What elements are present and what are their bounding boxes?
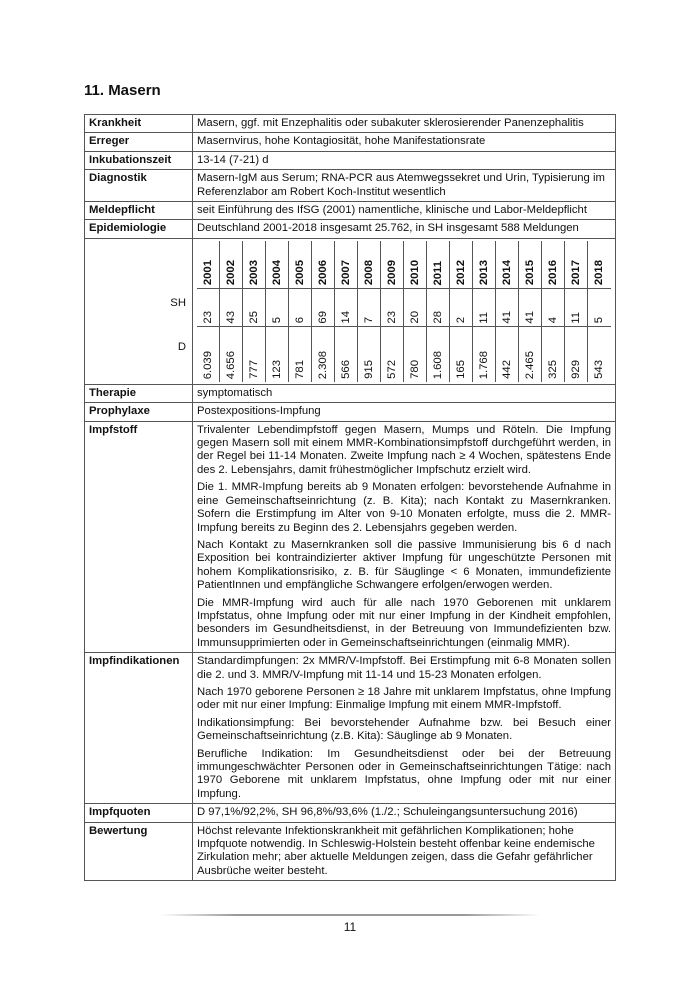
d-value-cell-text: 442 [500,359,513,379]
value-meldepflicht: seit Einführung des IfSG (2001) namentliche, klinische und Labor-Meldepflicht [193,202,616,220]
sh-value-cell-text: 41 [500,310,513,324]
d-value-cell-text: 2.308 [316,350,329,379]
d-value-cell-text: 4.656 [224,350,237,379]
year-cell-text: 2016 [546,260,559,286]
d-value-cell-text: 777 [247,359,260,379]
sh-value-cell [197,289,220,327]
sh-value-cell-text: 6 [293,317,306,324]
year-cell [312,241,335,289]
year-header-row [197,241,611,289]
sh-value-cell-text: 69 [316,310,329,324]
d-value-cell-text: 572 [385,359,398,379]
year-cell [588,241,611,289]
label-epidemiologie: Epidemiologie [85,220,193,238]
sh-value-cell [312,289,335,327]
value-inkubation: 13-14 (7-21) d [193,151,616,169]
measles-info-table [84,114,616,881]
d-value-cell [289,327,312,382]
year-cell [266,241,289,289]
row-impfquoten [85,804,616,822]
sh-value-cell-text: 20 [408,310,421,324]
epi-row-labels [85,238,193,384]
footer-divider [160,914,540,916]
value-impfindikationen [193,653,616,804]
d-value-cell-text: 780 [408,359,421,379]
year-cell-text: 2003 [247,260,260,286]
d-value-cell-text: 325 [546,359,559,379]
d-value-cell-text: 915 [362,359,375,379]
sh-value-cell [220,289,243,327]
impfindikation-paragraph: Nach 1970 geborene Personen ≥ 18 Jahre mit unklarem Impfstatus, ohne Impfung oder mit nur einer Impfung: Einmalige Impfung mit einem MMR-Impfstoff. [197,685,611,712]
year-cell [427,241,450,289]
row-impfstoff [85,421,616,653]
year-cell-text: 2001 [201,260,214,286]
d-value-cell [519,327,542,382]
d-value-cell [243,327,266,382]
year-cell [220,241,243,289]
row-diagnostik [85,170,616,202]
d-value-cell [358,327,381,382]
impfstoff-paragraph: Trivalenter Lebendimpfstoff gegen Masern, Mumps und Röteln. Die Impfung gegen Masern soll mit einem MMR-Kombinationsimpfstoff durchgeführt werden, in der Regel bei 11-14 Monaten. Zweite Impfung nach ≥ 4 Wochen, spätestens Ende des 2. Lebensjahrs, damit frühestmöglicher Impfschutz erzielt wird. [197,423,611,476]
value-bewertung: Höchst relevante Infektionskrankheit mit gefährlichen Komplikationen; hohe Impfquote notwendig. In Schleswig-Holstein besteht offenbar keine endemische Zirkulation mehr; aber aktuelle Meldungen zeigen, dass die Gefahr gefährlicher Ausbrüche weiter besteht. [193,822,616,881]
d-value-cell [542,327,565,382]
value-impfquoten: D 97,1%/92,2%, SH 96,8%/93,6% (1./2.; Schuleingangsuntersuchung 2016) [193,804,616,822]
year-cell-text: 2018 [593,260,606,286]
year-cell [565,241,588,289]
label-diagnostik: Diagnostik [85,170,193,202]
sh-value-cell [427,289,450,327]
d-value-cell-text: 566 [339,359,352,379]
d-value-cell [496,327,519,382]
sh-value-cell-text: 11 [477,311,490,324]
row-therapie [85,384,616,402]
label-meldepflicht: Meldepflicht [85,202,193,220]
year-cell [335,241,358,289]
year-cell-text: 2010 [408,260,421,286]
year-cell [496,241,519,289]
d-value-cell [404,327,427,382]
label-prophylaxe: Prophylaxe [85,403,193,421]
year-cell-text: 2013 [477,260,490,286]
year-cell [289,241,312,289]
sh-value-cell [289,289,312,327]
year-cell [404,241,427,289]
value-krankheit: Masern, ggf. mit Enzephalitis oder subakuter sklerosierender Panenzephalitis [193,115,616,133]
d-value-cell-text: 123 [270,359,283,379]
value-diagnostik: Masern-IgM aus Serum; RNA-PCR aus Atemwegssekret und Urin, Typisierung im Referenzlabor am Robert Koch-Institut wesentlich [193,170,616,202]
year-cell-text: 2012 [454,260,467,286]
year-cell-text: 2014 [500,260,513,286]
section-heading: 11. Masern [84,82,161,99]
d-value-cell-text: 781 [293,359,306,379]
year-cell-text: 2017 [569,260,582,286]
row-prophylaxe [85,403,616,421]
impfstoff-paragraph: Die MMR-Impfung wird auch für alle nach 1970 Geborenen mit unklarem Impfstatus, ohne Impfung oder mit nur einer Impfung in der Kindheit empfohlen, besonders im Gesundheitsdienst, in der Betreuung von Immundefizienten bzw. Immunsupprimierten oder in Gemeinschaftseinrichtungen (einmalig MMR). [197,596,611,649]
row-krankheit [85,115,616,133]
year-cell-text: 2011 [431,260,444,286]
year-cell [197,241,220,289]
sh-label: SH [170,296,186,309]
year-cell-text: 2015 [523,260,536,286]
value-erreger: Masernvirus, hohe Kontagiosität, hohe Manifestationsrate [193,133,616,151]
d-value-cell [220,327,243,382]
sh-value-cell-text: 28 [431,310,444,324]
year-cell-text: 2009 [385,260,398,286]
sh-value-cell [519,289,542,327]
row-bewertung [85,822,616,881]
label-impfstoff: Impfstoff [85,421,193,653]
sh-value-cell-text: 23 [385,310,398,324]
d-label: D [177,340,186,353]
sh-value-cell [542,289,565,327]
sh-value-cell-text: 7 [362,317,375,324]
sh-value-cell-text: 11 [569,311,582,324]
d-value-cell-text: 2.465 [523,350,536,379]
d-value-cell [427,327,450,382]
d-cases-row [197,327,611,382]
d-value-cell-text: 543 [593,359,606,379]
sh-value-cell [473,289,496,327]
sh-value-cell [565,289,588,327]
d-value-cell-text: 6.039 [201,350,214,379]
sh-value-cell [404,289,427,327]
sh-value-cell-text: 23 [201,310,214,324]
d-value-cell-text: 1.768 [477,350,490,379]
sh-cases-row [197,289,611,327]
impfstoff-paragraph: Nach Kontakt zu Masernkranken soll die passive Immunisierung bis 6 d nach Exposition bei kontraindizierter aktiver Impfung für ungeschützte Personen mit hohem Komplikationsrisiko, z. B. für Säuglinge < 6 Monaten, immundefiziente PatientInnen und empfängliche Schwangere erfolgen/erwogen werden. [197,538,611,592]
sh-value-cell-text: 5 [593,317,606,324]
d-value-cell [473,327,496,382]
sh-value-cell [588,289,611,327]
year-cell [542,241,565,289]
label-therapie: Therapie [85,384,193,402]
year-cell-text: 2007 [339,260,352,286]
d-value-cell-text: 1.608 [431,350,444,379]
d-value-cell [197,327,220,382]
row-erreger [85,133,616,151]
sh-value-cell [358,289,381,327]
label-inkubation: Inkubationszeit [85,151,193,169]
sh-value-cell [266,289,289,327]
row-meldepflicht [85,202,616,220]
row-epi-table [85,238,616,384]
sh-value-cell-text: 43 [224,310,237,324]
sh-value-cell [450,289,473,327]
sh-value-cell-text: 25 [247,310,260,324]
value-epidemiologie: Deutschland 2001-2018 insgesamt 25.762, in SH insgesamt 588 Meldungen [193,220,616,238]
sh-value-cell [243,289,266,327]
value-prophylaxe: Postexpositions-Impfung [193,403,616,421]
year-cell [381,241,404,289]
sh-value-cell [335,289,358,327]
sh-value-cell [496,289,519,327]
sh-value-cell-text: 14 [339,310,352,324]
row-epidemiologie [85,220,616,238]
d-value-cell [312,327,335,382]
d-value-cell [450,327,473,382]
sh-value-cell-text: 4 [546,317,559,324]
year-cell-text: 2008 [362,260,375,286]
sh-value-cell-text: 41 [523,310,536,324]
sh-value-cell [381,289,404,327]
d-value-cell-text: 165 [454,359,467,379]
label-krankheit: Krankheit [85,115,193,133]
cases-by-year-table [197,241,611,382]
label-impfindikationen: Impfindikationen [85,653,193,804]
impfindikation-paragraph: Indikationsimpfung: Bei bevorstehender Aufnahme bzw. bei Besuch einer Gemeinschaftseinrichtung (z.B. Kita): Säuglinge ab 9 Monaten. [197,716,611,743]
row-impfindikationen [85,653,616,804]
d-value-cell [266,327,289,382]
d-value-cell [565,327,588,382]
impfstoff-paragraph: Die 1. MMR-Impfung bereits ab 9 Monaten erfolgen: bevorstehende Aufnahme in eine Gemeinschaftseinrichtung (z. B. Kita); nach Kontakt zu Masernkranken. Sofern die Erstimpfung im Alter von 9-10 Monaten erfolgte, muss die 2. MMR-Impfung bereits zu Beginn des 2. Lebensjahrs gegeben werden. [197,481,611,534]
d-value-cell [588,327,611,382]
sh-value-cell-text: 5 [270,317,283,324]
year-cell-text: 2005 [293,260,306,286]
label-impfquoten: Impfquoten [85,804,193,822]
year-cell [358,241,381,289]
page-number: 11 [343,920,357,934]
impfindikation-paragraph: Standardimpfungen: 2x MMR/V-Impfstoff. Bei Erstimpfung mit 6-8 Monaten sollen die 2. und 3. MMR/V-Impfung mit 11-14 und 15-23 Monaten erfolgen. [197,655,611,681]
impfindikation-paragraph: Berufliche Indikation: Im Gesundheitsdienst oder bei der Betreuung immungeschwächter Personen oder in Gemeinschaftseinrichtungen Tätige: nach 1970 Geborene mit unklarem Impfstatus, ohne Impfung oder mit nur einer Impfung. [197,747,611,800]
year-cell [473,241,496,289]
year-cell-text: 2002 [224,260,237,286]
year-cell [450,241,473,289]
label-erreger: Erreger [85,133,193,151]
row-inkubation [85,151,616,169]
value-impfstoff [193,421,616,653]
sh-value-cell-text: 2 [454,317,467,324]
d-value-cell [335,327,358,382]
d-value-cell-text: 929 [569,359,582,379]
d-value-cell [381,327,404,382]
value-therapie: symptomatisch [193,384,616,402]
epi-data-cell [193,238,616,384]
year-cell-text: 2004 [270,260,283,286]
label-bewertung: Bewertung [85,822,193,881]
year-cell [519,241,542,289]
year-cell [243,241,266,289]
year-cell-text: 2006 [316,260,329,286]
